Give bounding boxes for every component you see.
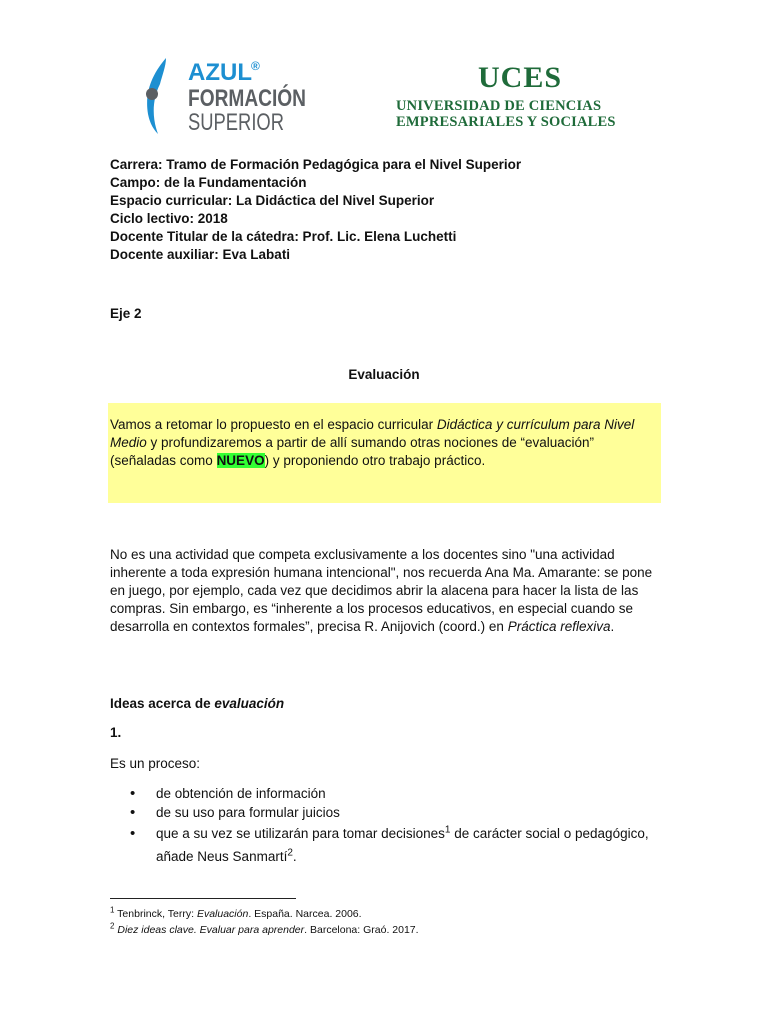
callout-text-2: y profundizaremos a partir de allí sumando otras nociones de “evaluación” (señaladas como <box>110 435 595 468</box>
section-title: Evaluación <box>348 367 420 382</box>
paragraph-text-1: No es una actividad que competa exclusivamente a los docentes sino "una actividad inherente a toda expresión humana intencional", nos recuerda Ana Ma. Amarante: se pone en juego, por ejemplo, cada vez que decidimos abrir la alacena para hacer la lista de las compras. Sin embargo, es “inherente a los procesos educativos, en especial cuando se desarrolla en contextos formales”, precisa R. Anijovich (coord.) en <box>110 547 653 634</box>
footnote-2-number: 2 <box>110 921 115 931</box>
footnote-2 <box>110 922 419 938</box>
azul-logo-reg: ® <box>251 59 260 73</box>
curricular-space-line: Espacio curricular: La Didáctica del Nivel Superior <box>110 193 435 208</box>
bullet-text-2: de su uso para formular juicios <box>156 805 340 820</box>
uces-logo-mark: UCES <box>478 61 563 94</box>
uces-logo <box>392 62 654 134</box>
azul-logo-line3: SUPERIOR <box>188 109 284 136</box>
bullet-text-3c: . <box>292 849 297 864</box>
callout-text-1: Vamos a retomar lo propuesto en el espacio curricular <box>110 417 437 432</box>
footnote-1 <box>110 906 419 922</box>
cycle-line: Ciclo lectivo: 2018 <box>110 211 228 226</box>
ideas-heading <box>110 696 284 711</box>
assistant-teacher-line: Docente auxiliar: Eva Labati <box>110 247 291 262</box>
ideas-lead-text: Es un proceso: <box>110 756 201 771</box>
azul-dot-icon <box>146 88 158 100</box>
azul-logo-line2: FORMACIÓN <box>188 85 336 112</box>
highlighted-callout <box>108 403 661 503</box>
uces-logo-line2: EMPRESARIALES Y SOCIALES <box>396 114 616 130</box>
uces-logo-line1: UNIVERSIDAD DE CIENCIAS <box>396 98 602 114</box>
footnote-2-text-b: . Barcelona: Graó. 2017. <box>304 924 419 936</box>
body-paragraph <box>110 546 658 636</box>
footnote-1-text-b: . España. Narcea. 2006. <box>248 908 362 920</box>
callout-text-3: ) y proponiendo otro trabajo práctico. <box>264 453 486 468</box>
bullet-text-3b: de carácter social o pedagógico, añade Neus Sanmartí <box>156 826 649 864</box>
footnote-2-italic: Diez ideas clave. Evaluar para aprender <box>117 924 305 936</box>
bullet-item <box>130 803 650 822</box>
footnote-divider <box>110 898 296 899</box>
process-bullet-list <box>130 784 650 868</box>
ideas-number: 1. <box>110 725 122 740</box>
footnote-1-text-a: Tenbrinck, Terry: <box>114 908 197 920</box>
footnotes <box>110 906 419 938</box>
paragraph-italic-book: Práctica reflexiva <box>507 619 611 634</box>
career-line: Carrera: Tramo de Formación Pedagógica para el Nivel Superior <box>110 157 522 172</box>
bullet-item <box>130 822 650 868</box>
field-line: Campo: de la Fundamentación <box>110 175 307 190</box>
footnote-ref-1[interactable]: 1 <box>444 824 451 836</box>
callout-italic-course: Didáctica y currículum para Nivel Medio <box>110 417 635 450</box>
new-badge: NUEVO <box>216 453 265 468</box>
paragraph-text-2: . <box>610 619 615 634</box>
ideas-heading-plain: Ideas acerca de <box>110 696 215 711</box>
bullet-text-1: de obtención de información <box>156 786 326 801</box>
course-header-info <box>110 156 521 264</box>
azul-formacion-superior-logo <box>140 56 336 136</box>
bullet-item <box>130 784 650 803</box>
footnote-1-number: 1 <box>110 905 115 915</box>
bullet-text-3a: que a su vez se utilizarán para tomar decisiones <box>156 826 445 841</box>
ideas-heading-italic: evaluación <box>214 696 285 711</box>
footnote-ref-2[interactable]: 2 <box>287 847 293 859</box>
footnote-1-italic: Evaluación <box>196 908 249 920</box>
azul-logo-line1: AZUL <box>188 59 252 86</box>
lead-teacher-line: Docente Titular de la cátedra: Prof. Lic. Elena Luchetti <box>110 229 457 244</box>
axis-heading: Eje 2 <box>110 306 142 321</box>
